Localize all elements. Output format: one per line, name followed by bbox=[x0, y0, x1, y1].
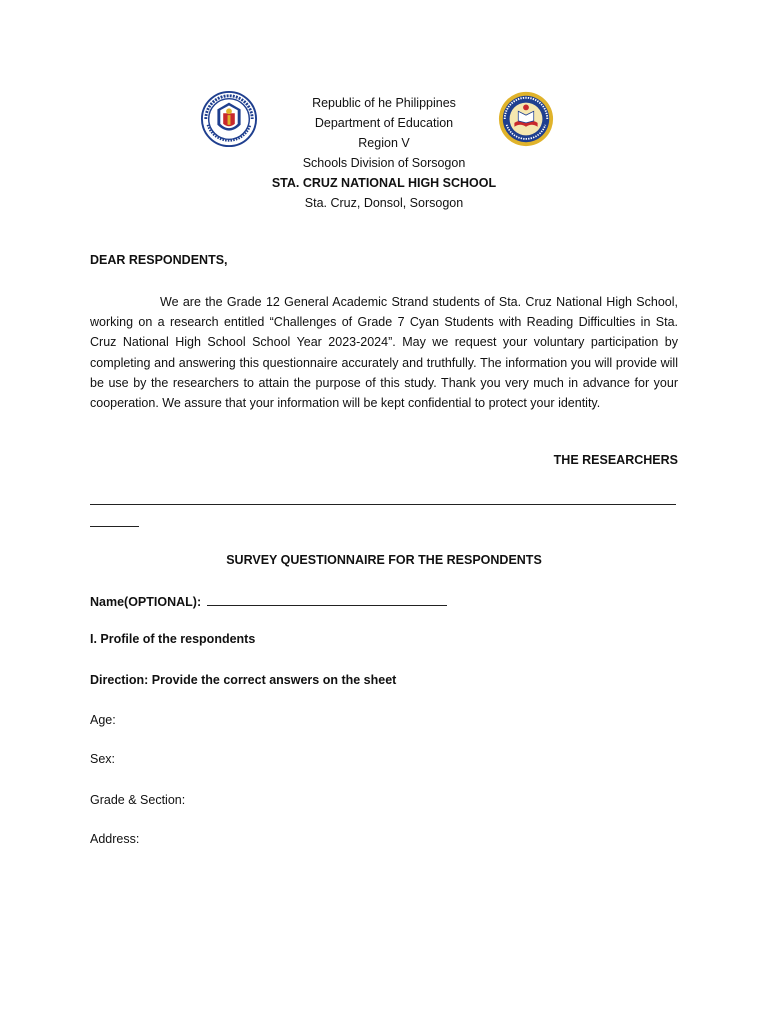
address-field-label: Address: bbox=[90, 832, 140, 846]
header-department: Department of Education bbox=[314, 116, 454, 130]
header-division: Schools Division of Sorsogon bbox=[302, 156, 466, 170]
survey-title: SURVEY QUESTIONNAIRE FOR THE RESPONDENTS bbox=[226, 553, 542, 567]
header-region: Region V bbox=[358, 136, 410, 150]
profile-section-title: I. Profile of the respondents bbox=[90, 632, 256, 646]
letter-salutation: DEAR RESPONDENTS, bbox=[90, 253, 228, 267]
name-field-blank[interactable] bbox=[207, 593, 447, 606]
header-republic: Republic of he Philippines bbox=[312, 96, 456, 110]
grade-section-field-label: Grade & Section: bbox=[90, 793, 186, 807]
school-seal-icon bbox=[497, 90, 555, 148]
header-school-address: Sta. Cruz, Donsol, Sorsogon bbox=[304, 196, 464, 210]
section-divider-continuation bbox=[90, 516, 139, 527]
name-field-row bbox=[90, 593, 678, 609]
header-school-name: STA. CRUZ NATIONAL HIGH SCHOOL bbox=[271, 176, 497, 190]
letter-signature: THE RESEARCHERS bbox=[553, 453, 678, 467]
direction-text: Direction: Provide the correct answers on the sheet bbox=[90, 673, 397, 687]
section-divider bbox=[90, 494, 676, 505]
age-field-label: Age: bbox=[90, 713, 116, 727]
name-field-label: Name(OPTIONAL): bbox=[90, 595, 205, 609]
letter-body: We are the Grade 12 General Academic Strand students of Sta. Cruz National High School, working on a research entitled “Challenges of Grade 7 Cyan Students with Reading Difficulties in Sta. Cruz National High School School Year 2023-2024”. May we request your voluntary participation by completing and answering this questionnaire accurately and truthfully. The information you will provide will be use by the researchers to attain the purpose of this study. Thank you very much in advance for your cooperation. We assure that your information will be kept confidential to protect your identity. bbox=[90, 295, 678, 411]
document-header bbox=[234, 93, 534, 213]
sex-field-label: Sex: bbox=[90, 752, 116, 766]
